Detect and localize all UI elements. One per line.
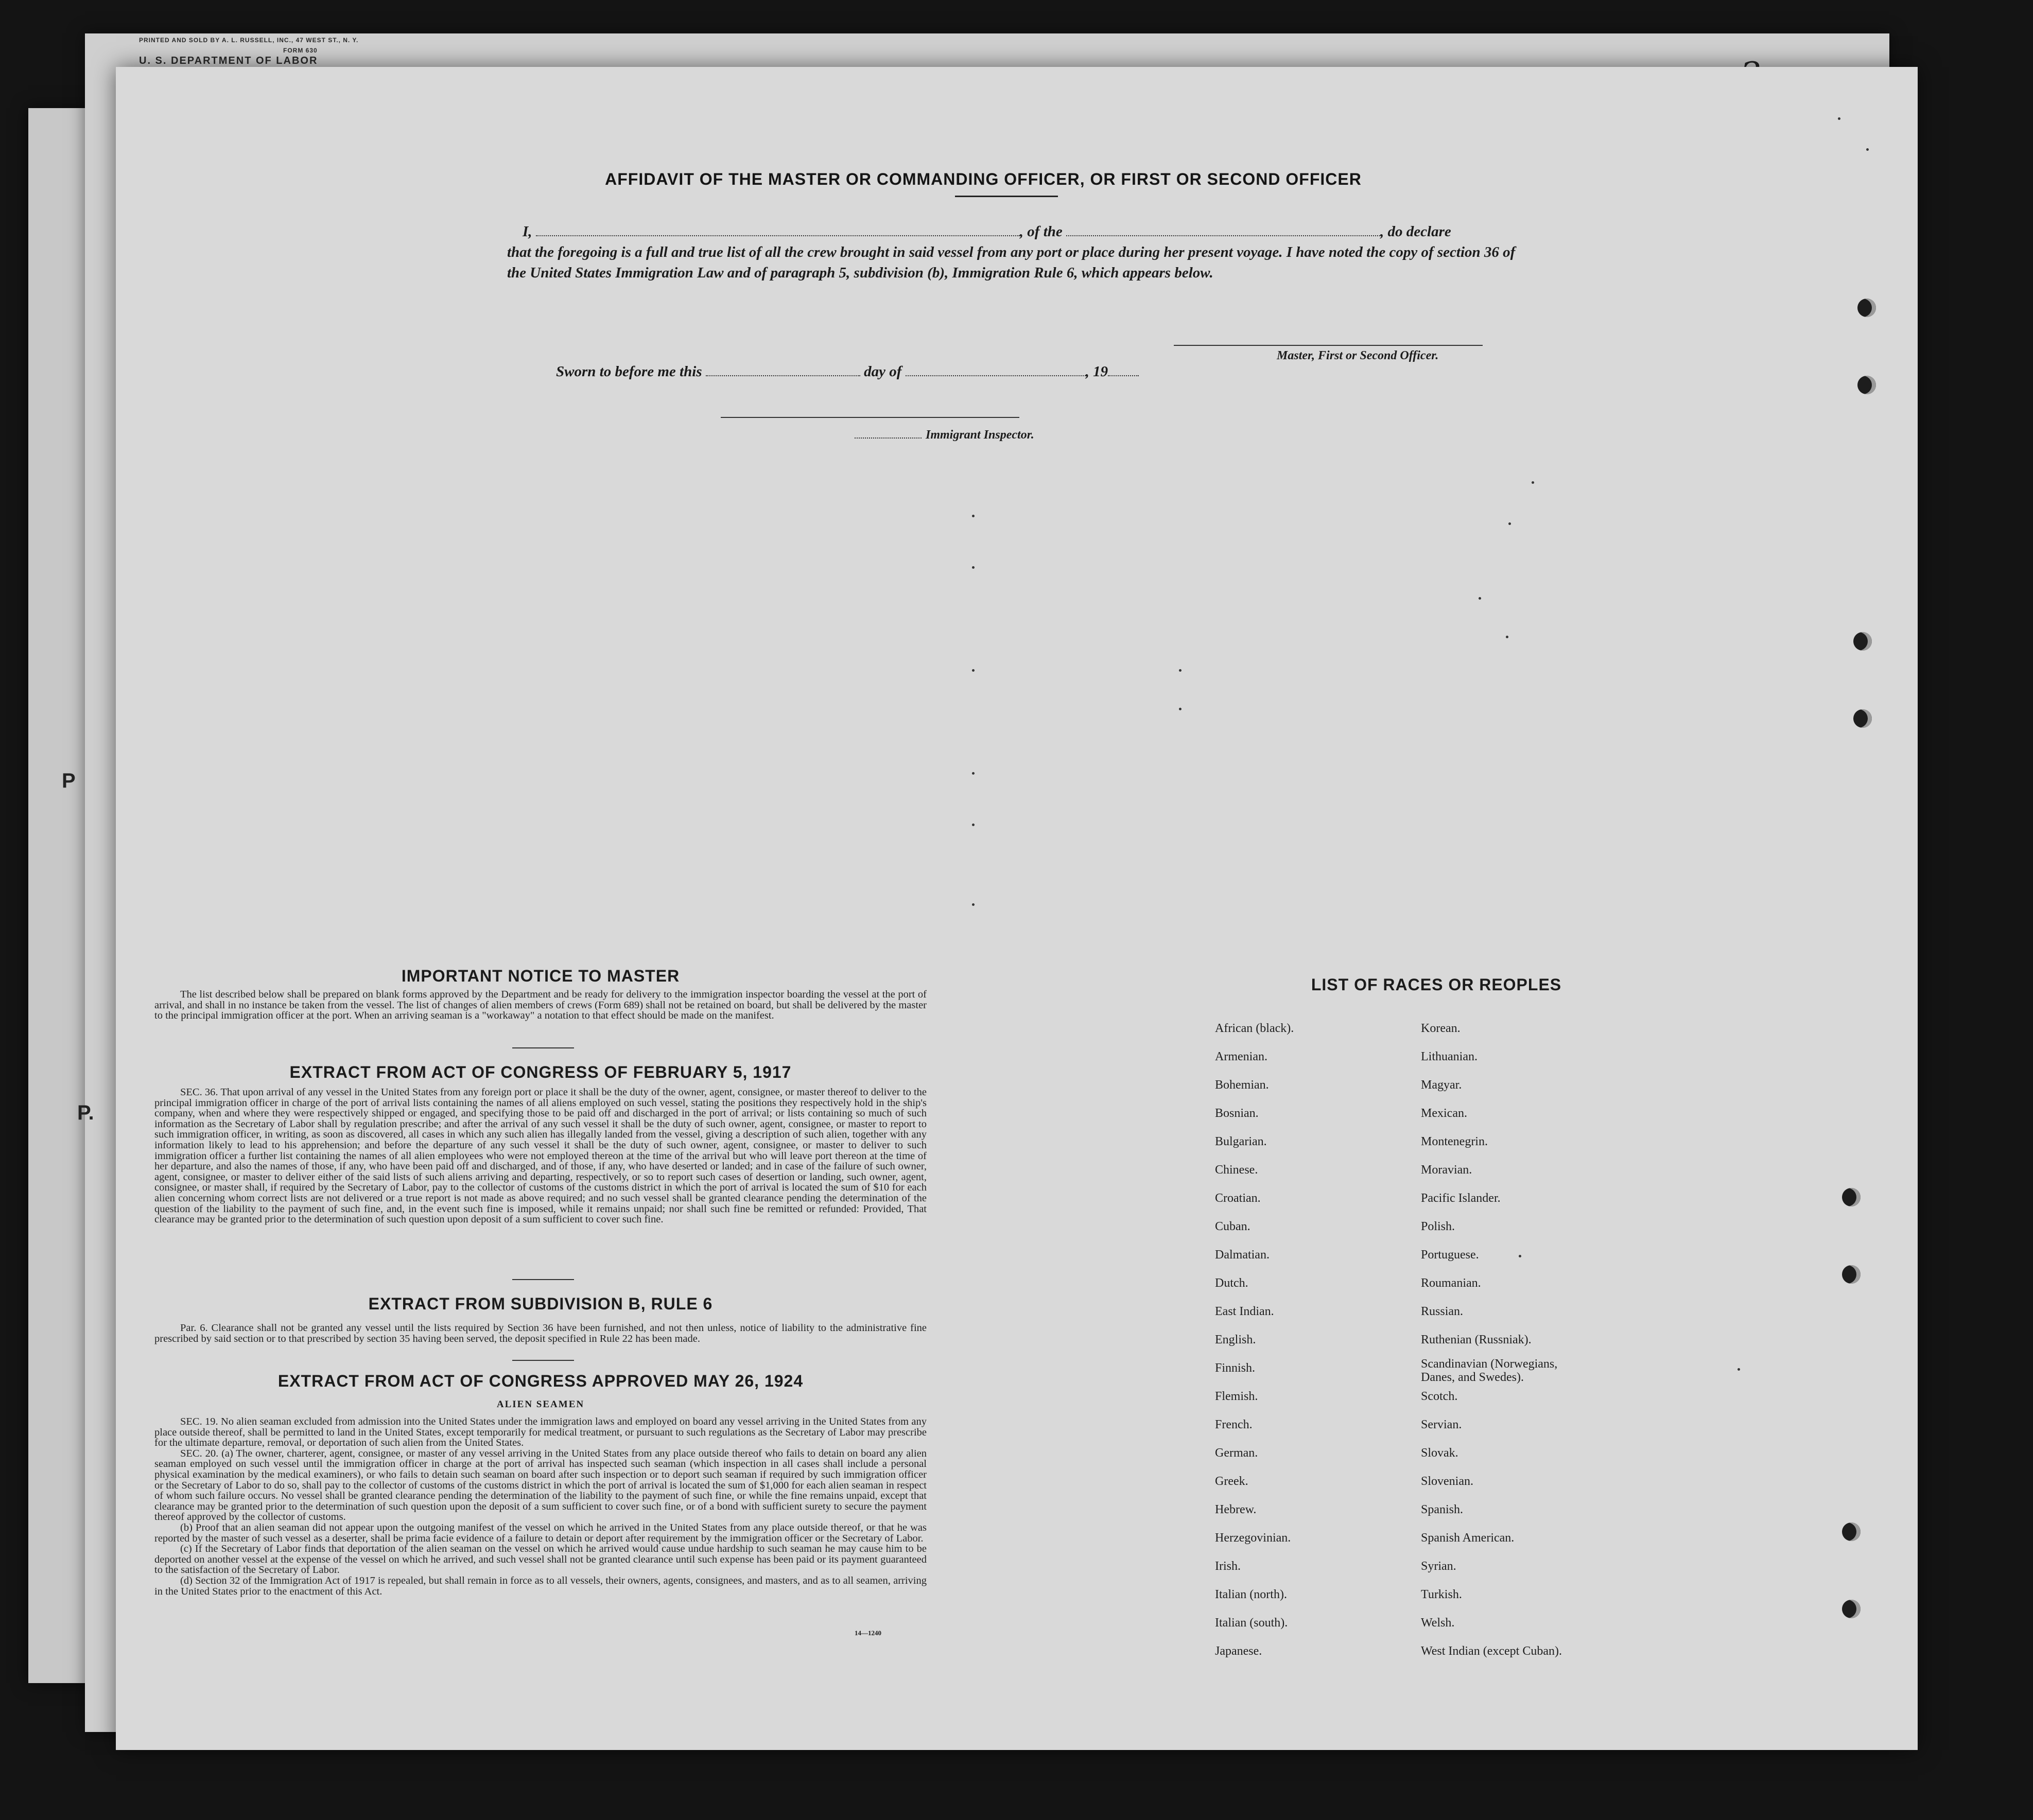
- race-item: Ruthenian (Russniak).: [1421, 1333, 1532, 1346]
- race-item: Herzegovinian.: [1215, 1531, 1291, 1545]
- race-item: Mexican.: [1421, 1107, 1467, 1120]
- master-signature-line[interactable]: [1174, 345, 1483, 346]
- race-item: Lithuanian.: [1421, 1050, 1478, 1063]
- margin-mark-1: P: [62, 769, 76, 792]
- race-item: Armenian.: [1215, 1050, 1267, 1063]
- race-item: Cuban.: [1215, 1220, 1250, 1233]
- punch-hole-icon: [1842, 1600, 1861, 1618]
- race-item: English.: [1215, 1333, 1256, 1346]
- race-item: Italian (north).: [1215, 1588, 1287, 1601]
- race-item: Moravian.: [1421, 1163, 1472, 1177]
- race-item: Scandinavian (Norwegians, Danes, and Swedes).: [1421, 1357, 1558, 1384]
- ink-speck: [972, 903, 975, 906]
- race-item: Irish.: [1215, 1560, 1241, 1573]
- master-name-field[interactable]: [536, 223, 1020, 236]
- punch-hole-icon: [1842, 1188, 1861, 1206]
- race-item: Bulgarian.: [1215, 1135, 1267, 1148]
- race-item: Montenegrin.: [1421, 1135, 1488, 1148]
- race-item: Korean.: [1421, 1022, 1461, 1035]
- race-item: Servian.: [1421, 1418, 1462, 1431]
- race-item: Hebrew.: [1215, 1503, 1257, 1516]
- declaration-body: that the foregoing is a full and true list of all the crew brought in said vessel from any port or place during her present voyage. I have noted the copy of section 36 of the United States Immigration Law and of paragraph 5, subdivision (b), Immigration Rule 6, which appears below.: [507, 244, 1516, 281]
- race-item: Russian.: [1421, 1305, 1464, 1318]
- declaration-line: I, , of the , do declare: [523, 223, 1451, 240]
- ink-speck: [1179, 669, 1181, 672]
- ink-speck: [1737, 1368, 1740, 1371]
- ink-speck: [1866, 148, 1869, 151]
- notice-text: The list described below shall be prepared on blank forms approved by the Department and be ready for delivery to the immigration inspector boarding the vessel at the port of arrival, and shall in no instance be taken from the vessel. The list of changes of alien members of crews (Form 689) shall not be retained on board, but shall be delivered by the master to the principal immigration officer at the port. When an arriving seaman is a "workaway" a notation to that effect should be made on the manifest.: [154, 989, 927, 1022]
- section-rule: [512, 1360, 574, 1361]
- race-item: Slovak.: [1421, 1446, 1458, 1460]
- race-item: Magyar.: [1421, 1078, 1462, 1092]
- race-item: German.: [1215, 1446, 1258, 1460]
- race-item: East Indian.: [1215, 1305, 1274, 1318]
- section-rule: [512, 1047, 574, 1048]
- race-item: Dutch.: [1215, 1276, 1248, 1290]
- margin-mark-2: P.: [77, 1101, 94, 1124]
- ink-speck: [972, 824, 975, 826]
- sworn-month-field[interactable]: [906, 363, 1086, 376]
- punch-hole-icon: [1853, 709, 1872, 728]
- ink-speck: [1519, 1255, 1521, 1257]
- inspector-signature-caption: Immigrant Inspector.: [855, 428, 1034, 442]
- ink-speck: [1179, 708, 1181, 710]
- form-code: 14—1240: [855, 1629, 881, 1637]
- notice-title: IMPORTANT NOTICE TO MASTER: [401, 967, 680, 985]
- ink-speck: [1838, 117, 1840, 120]
- race-item: Welsh.: [1421, 1616, 1455, 1630]
- race-item: African (black).: [1215, 1022, 1294, 1035]
- ink-speck: [1508, 522, 1511, 525]
- extract-1917-title: EXTRACT FROM ACT OF CONGRESS OF FEBRUARY 5, 1917: [289, 1063, 792, 1081]
- race-item: Polish.: [1421, 1220, 1455, 1233]
- race-item: Bosnian.: [1215, 1107, 1259, 1120]
- affidavit-statement: [507, 221, 1516, 283]
- extract-1924-subtitle: ALIEN SEAMEN: [496, 1399, 585, 1410]
- ink-speck: [972, 669, 975, 672]
- race-item: Slovenian.: [1421, 1475, 1473, 1488]
- inspector-signature-line[interactable]: [721, 417, 1019, 418]
- extract-rule6-text: Par. 6. Clearance shall not be granted any vessel until the lists required by Section 36 have been furnished, and not then unless, notice of liability to the administrative fine prescribed by said section or to that prescribed by section 35 having been served, the deposit specified in Rule 22 has been made.: [154, 1322, 927, 1344]
- sworn-day-field[interactable]: [706, 363, 860, 376]
- race-item: Dalmatian.: [1215, 1248, 1270, 1262]
- extract-1917-text: SEC. 36. That upon arrival of any vessel in the United States from any foreign port or place it shall be the duty of the owner, agent, consignee, or master thereof to deliver to the principal immigration officer in charge of the port of arrival lists containing the names of all aliens employed on such vessel, stating the positions they respectively hold in the ship's company, when and where they were respectively shipped or engaged, and specifying those to be paid off and discharged in the port of arrival; or lists containing so much of such information as the Secretary of Labor shall by regulation prescribe; and after the arrival of any such vessel it shall be the duty of such owner, agent, consignee, or master to report to such immigration officer, in writing, as soon as discovered, all cases in which any such alien has illegally landed from the vessel, giving a description of such alien, together with any information likely to lead to his apprehension; and before the departure of any such vessel it shall be the duty of such owner, agent, consignee, or master to deliver to such immigration officer a further list containing the names of all alien employees who were not employed thereon at the time of the arrival but who will leave port thereon at the time of her departure, and also the names of those, if any, who have been paid off and discharged, and of those, if any, who have deserted or landed; and in case of the failure of such owner, agent, consignee, or master to deliver either of the said lists of such aliens arriving and departing, respectively, or so to report such cases of desertion or landing, such owner, agent, consignee, or master shall, if required by the Secretary of Labor, pay to the collector of customs of the customs district in which the port of arrival is located the sum of $10 for each alien concerning whom correct lists are not delivered or a true report is not made as above required; and no such vessel shall be granted clearance pending the determination of the question of the liability to the payment of such fine, and, in the event such fine is imposed, while it remains unpaid; nor shall such fine be remitted or refunded: Provided, That clearance may be granted prior to the determination of such question upon deposit of a sum sufficient to cover such fine.: [154, 1087, 927, 1226]
- title-rule: [955, 196, 1058, 197]
- race-item: Flemish.: [1215, 1390, 1258, 1403]
- punch-hole-icon: [1853, 632, 1872, 651]
- extract-1924-text: SEC. 19. No alien seaman excluded from admission into the United States under the immigration laws and employed on board any vessel arriving in the United States from any place outside thereof, shall be permitted to land in the United States, except temporarily for medical treatment, or pursuant to such regulations as the Secretary of Labor may prescribe for the ultimate departure, removal, or deportation of such alien from the United States. SEC. 20. (a) The owner, charterer, agent, consignee, or master of any vessel arriving in the United States from any place outside thereof who fails to detain on board any alien seaman employed on such vessel until the immigration officer in charge at the port of arrival has inspected such seaman (which inspection in all cases shall include a personal physical examination by the medical examiners), or who fails to detain such seaman on board after such inspection or to deport such seaman if required by such immigration officer or the Secretary of Labor to do so, shall pay to the collector of customs of the customs district in which the port of arrival is located the sum of $1,000 for each alien seaman in respect of whom such failure occurs. No vessel shall be granted clearance pending the determination of the liability to the payment of such fine, or while the fine remains unpaid, except that clearance may be granted prior to the determination of such question upon the deposit of a sum sufficient to cover such fine, or of a bond with sufficient surety to secure the payment thereof approved by the collector of customs. (b) Proof that an alien seaman did not appear upon the outgoing manifest of the vessel on which he arrived in the United States from any place outside thereof, or that he was reported by the master of such vessel as a deserter, shall be prima facie evidence of a failure to detain or deport after requirement by the immigration officer or the Secretary of Labor. (c) If the Secretary of Labor finds that deportation of the alien seaman on the vessel on which he arrived would cause undue hardship to such seaman he may cause him to be deported on another vessel at the expense of the vessel on which he arrived, and such vessel shall not be granted clearance until such expense has been paid or its payment guaranteed to the satisfaction of the Secretary of Labor. (d) Section 32 of the Immigration Act of 1917 is repealed, but shall remain in force as to all vessels, their owners, agents, consignees, and masters, and as to all seamen, arriving in the United States prior to the enactment of this Act.: [154, 1416, 927, 1597]
- race-item: Syrian.: [1421, 1560, 1456, 1573]
- race-item: Spanish.: [1421, 1503, 1464, 1516]
- race-item: Croatian.: [1215, 1192, 1261, 1205]
- race-item: Greek.: [1215, 1475, 1248, 1488]
- ink-speck: [1506, 636, 1508, 638]
- printer-line: PRINTED AND SOLD BY A. L. RUSSELL, INC., 47 WEST ST., N. Y.: [139, 37, 359, 44]
- race-item: Bohemian.: [1215, 1078, 1269, 1092]
- race-item: West Indian (except Cuban).: [1421, 1644, 1562, 1658]
- race-item: Scotch.: [1421, 1390, 1458, 1403]
- vessel-name-field[interactable]: [1066, 223, 1380, 236]
- punch-hole-icon: [1842, 1265, 1861, 1284]
- ink-speck: [1479, 597, 1481, 600]
- races-title: LIST OF RACES OR REOPLES: [1311, 975, 1562, 994]
- race-item: Finnish.: [1215, 1361, 1256, 1375]
- race-item: Portuguese.: [1421, 1248, 1479, 1262]
- race-item: Spanish American.: [1421, 1531, 1515, 1545]
- ink-speck: [972, 772, 975, 775]
- department-name: U. S. DEPARTMENT OF LABOR: [139, 55, 318, 66]
- ink-speck: [972, 566, 975, 569]
- punch-hole-icon: [1857, 376, 1876, 394]
- form-number: FORM 630: [283, 47, 318, 54]
- master-signature-caption: Master, First or Second Officer.: [1277, 349, 1439, 362]
- race-item: Pacific Islander.: [1421, 1192, 1501, 1205]
- sworn-line: Sworn to before me this day of , 19: [556, 363, 1225, 380]
- ink-speck: [1532, 481, 1534, 484]
- extract-rule6-title: EXTRACT FROM SUBDIVISION B, RULE 6: [368, 1294, 713, 1313]
- punch-hole-icon: [1842, 1522, 1861, 1541]
- ink-speck: [972, 515, 975, 517]
- race-item: Chinese.: [1215, 1163, 1258, 1177]
- extract-1924-title: EXTRACT FROM ACT OF CONGRESS APPROVED MAY 26, 1924: [277, 1372, 804, 1390]
- race-item: Italian (south).: [1215, 1616, 1288, 1630]
- race-item: French.: [1215, 1418, 1253, 1431]
- punch-hole-icon: [1857, 299, 1876, 317]
- race-item: Turkish.: [1421, 1588, 1462, 1601]
- race-item: Japanese.: [1215, 1644, 1262, 1658]
- sworn-year-field[interactable]: [1108, 363, 1139, 376]
- race-item: Roumanian.: [1421, 1276, 1481, 1290]
- affidavit-title: AFFIDAVIT OF THE MASTER OR COMMANDING OFFICER, OR FIRST OR SECOND OFFICER: [605, 170, 1362, 188]
- section-rule: [512, 1279, 574, 1280]
